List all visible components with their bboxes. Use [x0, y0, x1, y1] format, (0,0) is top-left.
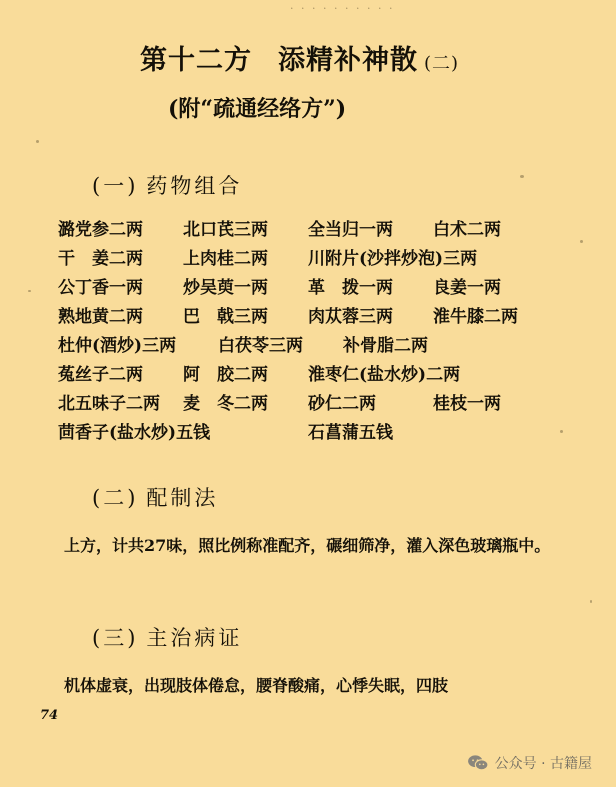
ingredient: 桂枝一两 [433, 394, 501, 414]
indication-text: 机体虚衰，出现肢体倦怠，腰脊酸痛，心悸失眠，四肢 [64, 676, 449, 695]
section-heading-preparation [92, 482, 218, 512]
page-number: 74 [40, 708, 59, 723]
ingredient: 巴 戟三两 [183, 307, 268, 327]
ingredient-row [58, 361, 558, 390]
ingredient-row [58, 274, 558, 303]
ingredient: 肉苁蓉三两 [308, 307, 393, 327]
section-mark: (二) [92, 486, 139, 510]
header-scan-noise: · · · · · · · · · · [290, 2, 395, 14]
scan-speck [580, 240, 583, 243]
section-label: 药物组合 [146, 174, 243, 198]
watermark [467, 752, 592, 774]
ingredient-row [58, 332, 558, 361]
preparation-text: 上方，计共27味，照比例称准配齐，碾细筛净，灌入深色玻璃瓶中。 [64, 536, 551, 555]
ingredient: 公丁香一两 [58, 278, 143, 298]
ingredient-row [58, 390, 558, 419]
page-title [140, 38, 459, 77]
section-heading-indication [92, 622, 242, 652]
section-label: 配制法 [146, 486, 219, 510]
ingredient-list [58, 216, 558, 448]
ingredient-row [58, 303, 558, 332]
ingredient: 白茯苓三两 [218, 336, 303, 356]
ingredient: 补骨脂二两 [343, 336, 428, 356]
ingredient: 上肉桂二两 [183, 249, 268, 269]
ingredient: 麦 冬二两 [183, 394, 268, 414]
wechat-icon [467, 754, 489, 772]
section-label: 主治病证 [146, 626, 243, 650]
ingredient: 北口芪三两 [183, 220, 268, 240]
scan-speck [590, 600, 592, 603]
ingredient: 菟丝子二两 [58, 365, 143, 385]
ingredient: 杜仲(酒炒)三两 [58, 336, 177, 356]
ingredient: 砂仁二两 [308, 394, 376, 414]
ingredient: 干 姜二两 [58, 249, 143, 269]
ingredient-row [58, 245, 558, 274]
scan-speck [36, 140, 39, 143]
ingredient: 良姜一两 [433, 278, 501, 298]
ingredient-row [58, 419, 558, 448]
ingredient: 阿 胶二两 [183, 365, 268, 385]
section-mark: (三) [92, 626, 139, 650]
ingredient: 白术二两 [433, 220, 501, 240]
title-suffix: (二) [424, 53, 460, 74]
scan-speck [520, 175, 524, 178]
ingredient: 淮枣仁(盐水炒)二两 [308, 365, 461, 385]
scan-speck [28, 290, 31, 292]
ingredient: 川附片(沙拌炒泡)三两 [308, 249, 478, 269]
ingredient: 全当归一两 [308, 220, 393, 240]
ingredient: 石菖蒲五钱 [308, 423, 393, 443]
ingredient: 熟地黄二两 [58, 307, 143, 327]
section-heading-ingredients [92, 170, 242, 200]
title-number: 第十二方 [140, 45, 252, 76]
section-mark: (一) [92, 174, 139, 198]
watermark-text: 公众号 · 古籍屋 [494, 756, 592, 772]
ingredient: 淮牛膝二两 [433, 307, 518, 327]
ingredient: 北五味子二两 [58, 394, 160, 414]
page-subtitle: (附“疏通经络方”) [168, 96, 347, 122]
ingredient: 茴香子(盐水炒)五钱 [58, 423, 211, 443]
ingredient-row [58, 216, 558, 245]
ingredient: 潞党参二两 [58, 220, 143, 240]
ingredient: 炒吴萸一两 [183, 278, 268, 298]
title-name: 添精补神散 [278, 45, 418, 76]
scan-speck [560, 430, 563, 433]
ingredient: 革 拨一两 [308, 278, 393, 298]
